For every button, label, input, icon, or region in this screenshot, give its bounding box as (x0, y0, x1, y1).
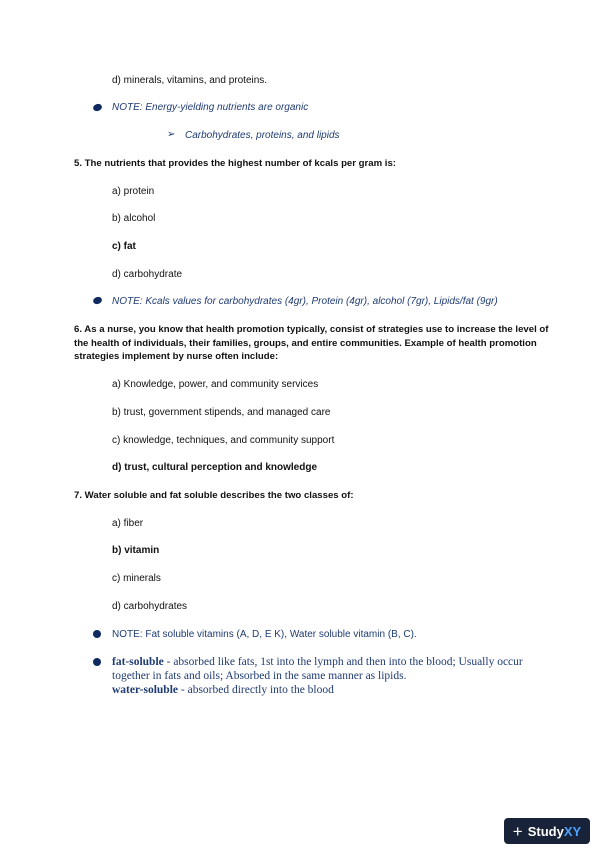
q6-option-a: a) Knowledge, power, and community services (112, 379, 319, 390)
q6-option-c: c) knowledge, techniques, and community support (112, 435, 335, 446)
question-7: 7. Water soluble and fat soluble describes the two classes of: (74, 490, 354, 501)
note-bullet-icon (93, 630, 101, 638)
q7-option-b-answer: b) vitamin (112, 545, 160, 556)
q7-option-d: d) carbohydrates (112, 601, 188, 612)
logo-xy: XY (563, 823, 582, 839)
fat-soluble-text: - absorbed like fats, 1st into the lymph and then into the blood; Usually occur together in fats and oils; Absorbed in the same manner as lipids. (112, 656, 523, 682)
note-energy-sub: Carbohydrates, proteins, and lipids (185, 130, 340, 141)
q5-option-d: d) carbohydrate (112, 269, 183, 280)
note-vitamin-classes: NOTE: Fat soluble vitamins (A, D, E K), Water soluble vitamin (B, C). (112, 629, 417, 640)
note-kcal-values: NOTE: Kcals values for carbohydrates (4gr), Protein (4gr), alcohol (7gr), Lipids/fat (9gr) (112, 296, 498, 307)
water-soluble-text: - absorbed directly into the blood (178, 684, 334, 696)
arrow-bullet-icon: ➢ (167, 129, 176, 140)
q7-option-a: a) fiber (112, 518, 144, 529)
question-6: 6. As a nurse, you know that health promotion typically, consist of strategies use to increase the level of the health of individuals, their families, groups, and entire communities. Example of health promotion strategies implement by nurse often include: (74, 324, 549, 362)
q6-option-d-answer: d) trust, cultural perception and knowledge (112, 462, 318, 473)
q5-option-b: b) alcohol (112, 213, 156, 224)
q5-option-a: a) protein (112, 186, 155, 197)
note-bullet-icon (93, 658, 101, 666)
studyxy-logo (504, 818, 590, 844)
note-bullet-icon (92, 296, 103, 306)
q5-option-c-answer: c) fat (112, 241, 136, 252)
plus-icon: + (512, 821, 523, 841)
prev-option-d: d) minerals, vitamins, and proteins. (112, 75, 268, 86)
water-soluble-term: water-soluble (112, 684, 179, 696)
note-bullet-icon (92, 103, 103, 113)
note-solubility-detail (112, 655, 562, 697)
note-energy-nutrients: NOTE: Energy-yielding nutrients are organic (112, 102, 309, 113)
fat-soluble-term: fat-soluble (112, 656, 164, 668)
q6-option-b: b) trust, government stipends, and managed care (112, 407, 331, 418)
q7-option-c: c) minerals (112, 573, 161, 584)
logo-study: Study (527, 823, 564, 839)
question-5: 5. The nutrients that provides the highest number of kcals per gram is: (74, 158, 396, 169)
